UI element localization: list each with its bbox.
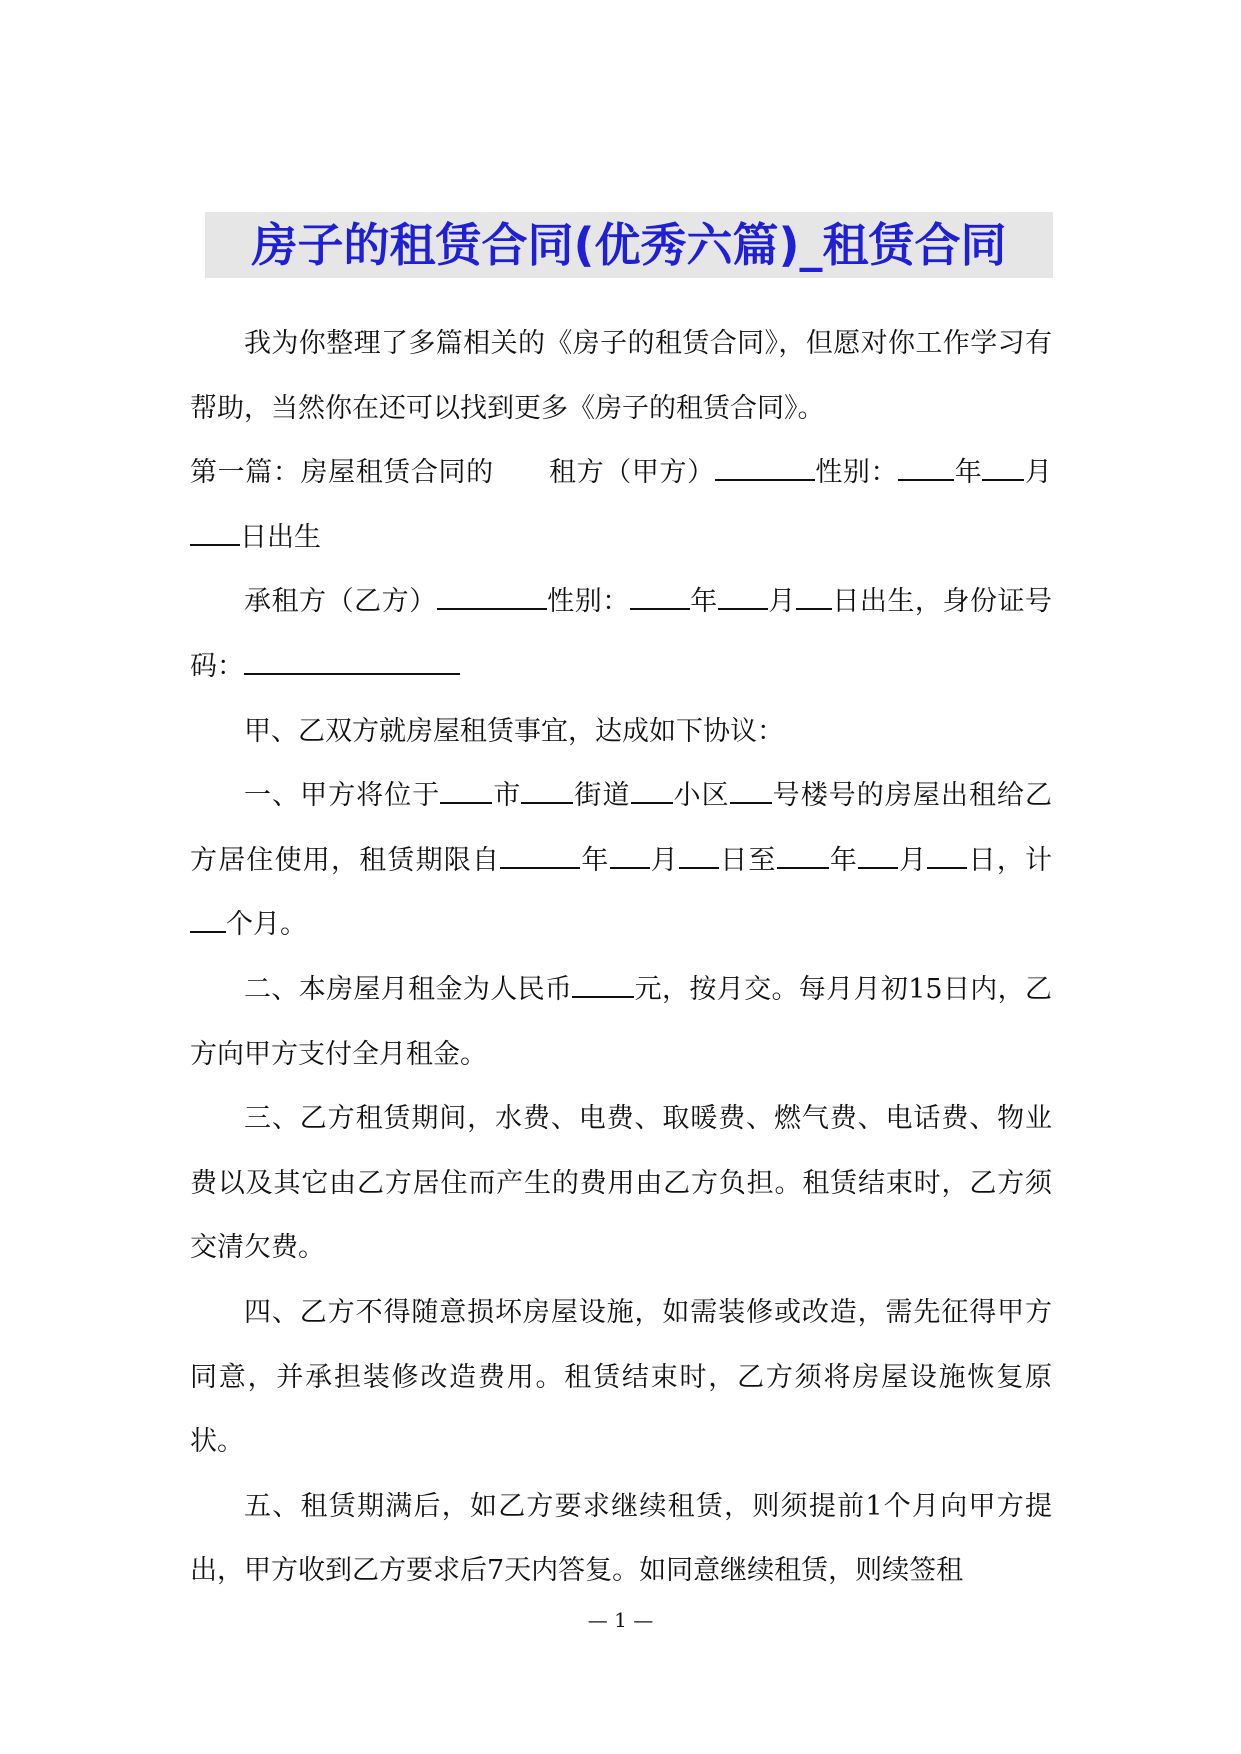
intro-paragraph: 我为你整理了多篇相关的《房子的租赁合同》，但愿对你工作学习有帮助，当然你在还可以找到更多《房子的租赁合同》。 <box>190 328 1052 424</box>
page-number: — 1 — <box>587 1608 654 1632</box>
clause-3-paragraph: 三、乙方租赁期间，水费、电费、取暖费、燃气费、电话费、物业费以及其它由乙方居住而产生的费用由乙方负担。租赁结束时，乙方须交清欠费。 <box>190 1103 1052 1264</box>
text-run: 月 <box>649 844 680 876</box>
text-run: 日出生，身份证号码： <box>190 586 1053 682</box>
blank-line <box>572 970 634 998</box>
text-run: 年 <box>828 844 859 876</box>
blank-line <box>500 841 580 869</box>
text-run: 年 <box>954 457 983 489</box>
text-run: 性别： <box>546 586 630 618</box>
clause-2-paragraph <box>190 958 1052 1087</box>
blank-line <box>982 454 1024 482</box>
blank-line <box>777 841 829 869</box>
blank-line <box>630 583 690 611</box>
text-run: 元，按月交。每月月初15日内，乙方向甲方支付全月租金。 <box>190 973 1053 1070</box>
blank-line <box>610 841 650 869</box>
text-run: 街道 <box>573 780 631 812</box>
text-run: 性别： <box>814 457 899 489</box>
blank-line <box>437 583 547 611</box>
party-b-paragraph <box>190 570 1052 699</box>
text-run: 个月。 <box>226 909 307 941</box>
blank-line <box>190 518 240 546</box>
text-run: 小区 <box>672 780 730 812</box>
blank-line <box>898 454 954 482</box>
text-run: 承租方（乙方） <box>244 586 437 618</box>
text-run: 二、本房屋月租金为人民币 <box>244 973 573 1005</box>
text-run: 日，计 <box>967 844 1053 876</box>
text-run: 市 <box>492 780 522 812</box>
blank-line <box>631 777 673 805</box>
title-highlight <box>205 212 1053 278</box>
party-a-paragraph <box>190 441 1052 570</box>
blank-line <box>190 906 226 934</box>
text-run: 年 <box>689 586 718 618</box>
blank-line <box>244 647 460 675</box>
blank-line <box>718 583 768 611</box>
document-body <box>190 312 1052 1604</box>
text-run: 日至 <box>719 844 777 876</box>
blank-line <box>730 777 772 805</box>
blank-line <box>796 583 832 611</box>
blank-line <box>927 841 967 869</box>
blank-line <box>715 454 815 482</box>
text-run: 一、甲方将位于 <box>244 780 441 812</box>
blank-line <box>521 777 573 805</box>
text-run: 年 <box>580 844 610 876</box>
clause-1-paragraph <box>190 764 1052 958</box>
text-run: 日出生 <box>240 521 321 553</box>
clause-4-paragraph: 四、乙方不得随意损坏房屋设施，如需装修或改造，需先征得甲方同意，并承担装修改造费用。租赁结束时，乙方须将房屋设施恢复原状。 <box>190 1296 1052 1458</box>
document-title: 房子的租赁合同(优秀六篇)_租赁合同 <box>251 218 1007 272</box>
blank-line <box>679 841 719 869</box>
text-run: 号楼号的房屋出租给乙方居住使用，租赁期限自 <box>190 780 1053 876</box>
text-run: 月 <box>1024 457 1053 489</box>
clause-5-paragraph: 五、租赁期满后，如乙方要求继续租赁，则须提前1个月向甲方提出，甲方收到乙方要求后7天内答复。如同意继续租赁，则续签租 <box>190 1490 1052 1587</box>
text-run: 第一篇：房屋租赁合同的 租方（甲方） <box>190 457 715 489</box>
text-run: 月 <box>898 844 928 876</box>
text-run: 月 <box>767 586 796 618</box>
blank-line <box>440 777 492 805</box>
agreement-paragraph: 甲、乙双方就房屋租赁事宜，达成如下协议： <box>244 715 784 747</box>
blank-line <box>858 841 898 869</box>
